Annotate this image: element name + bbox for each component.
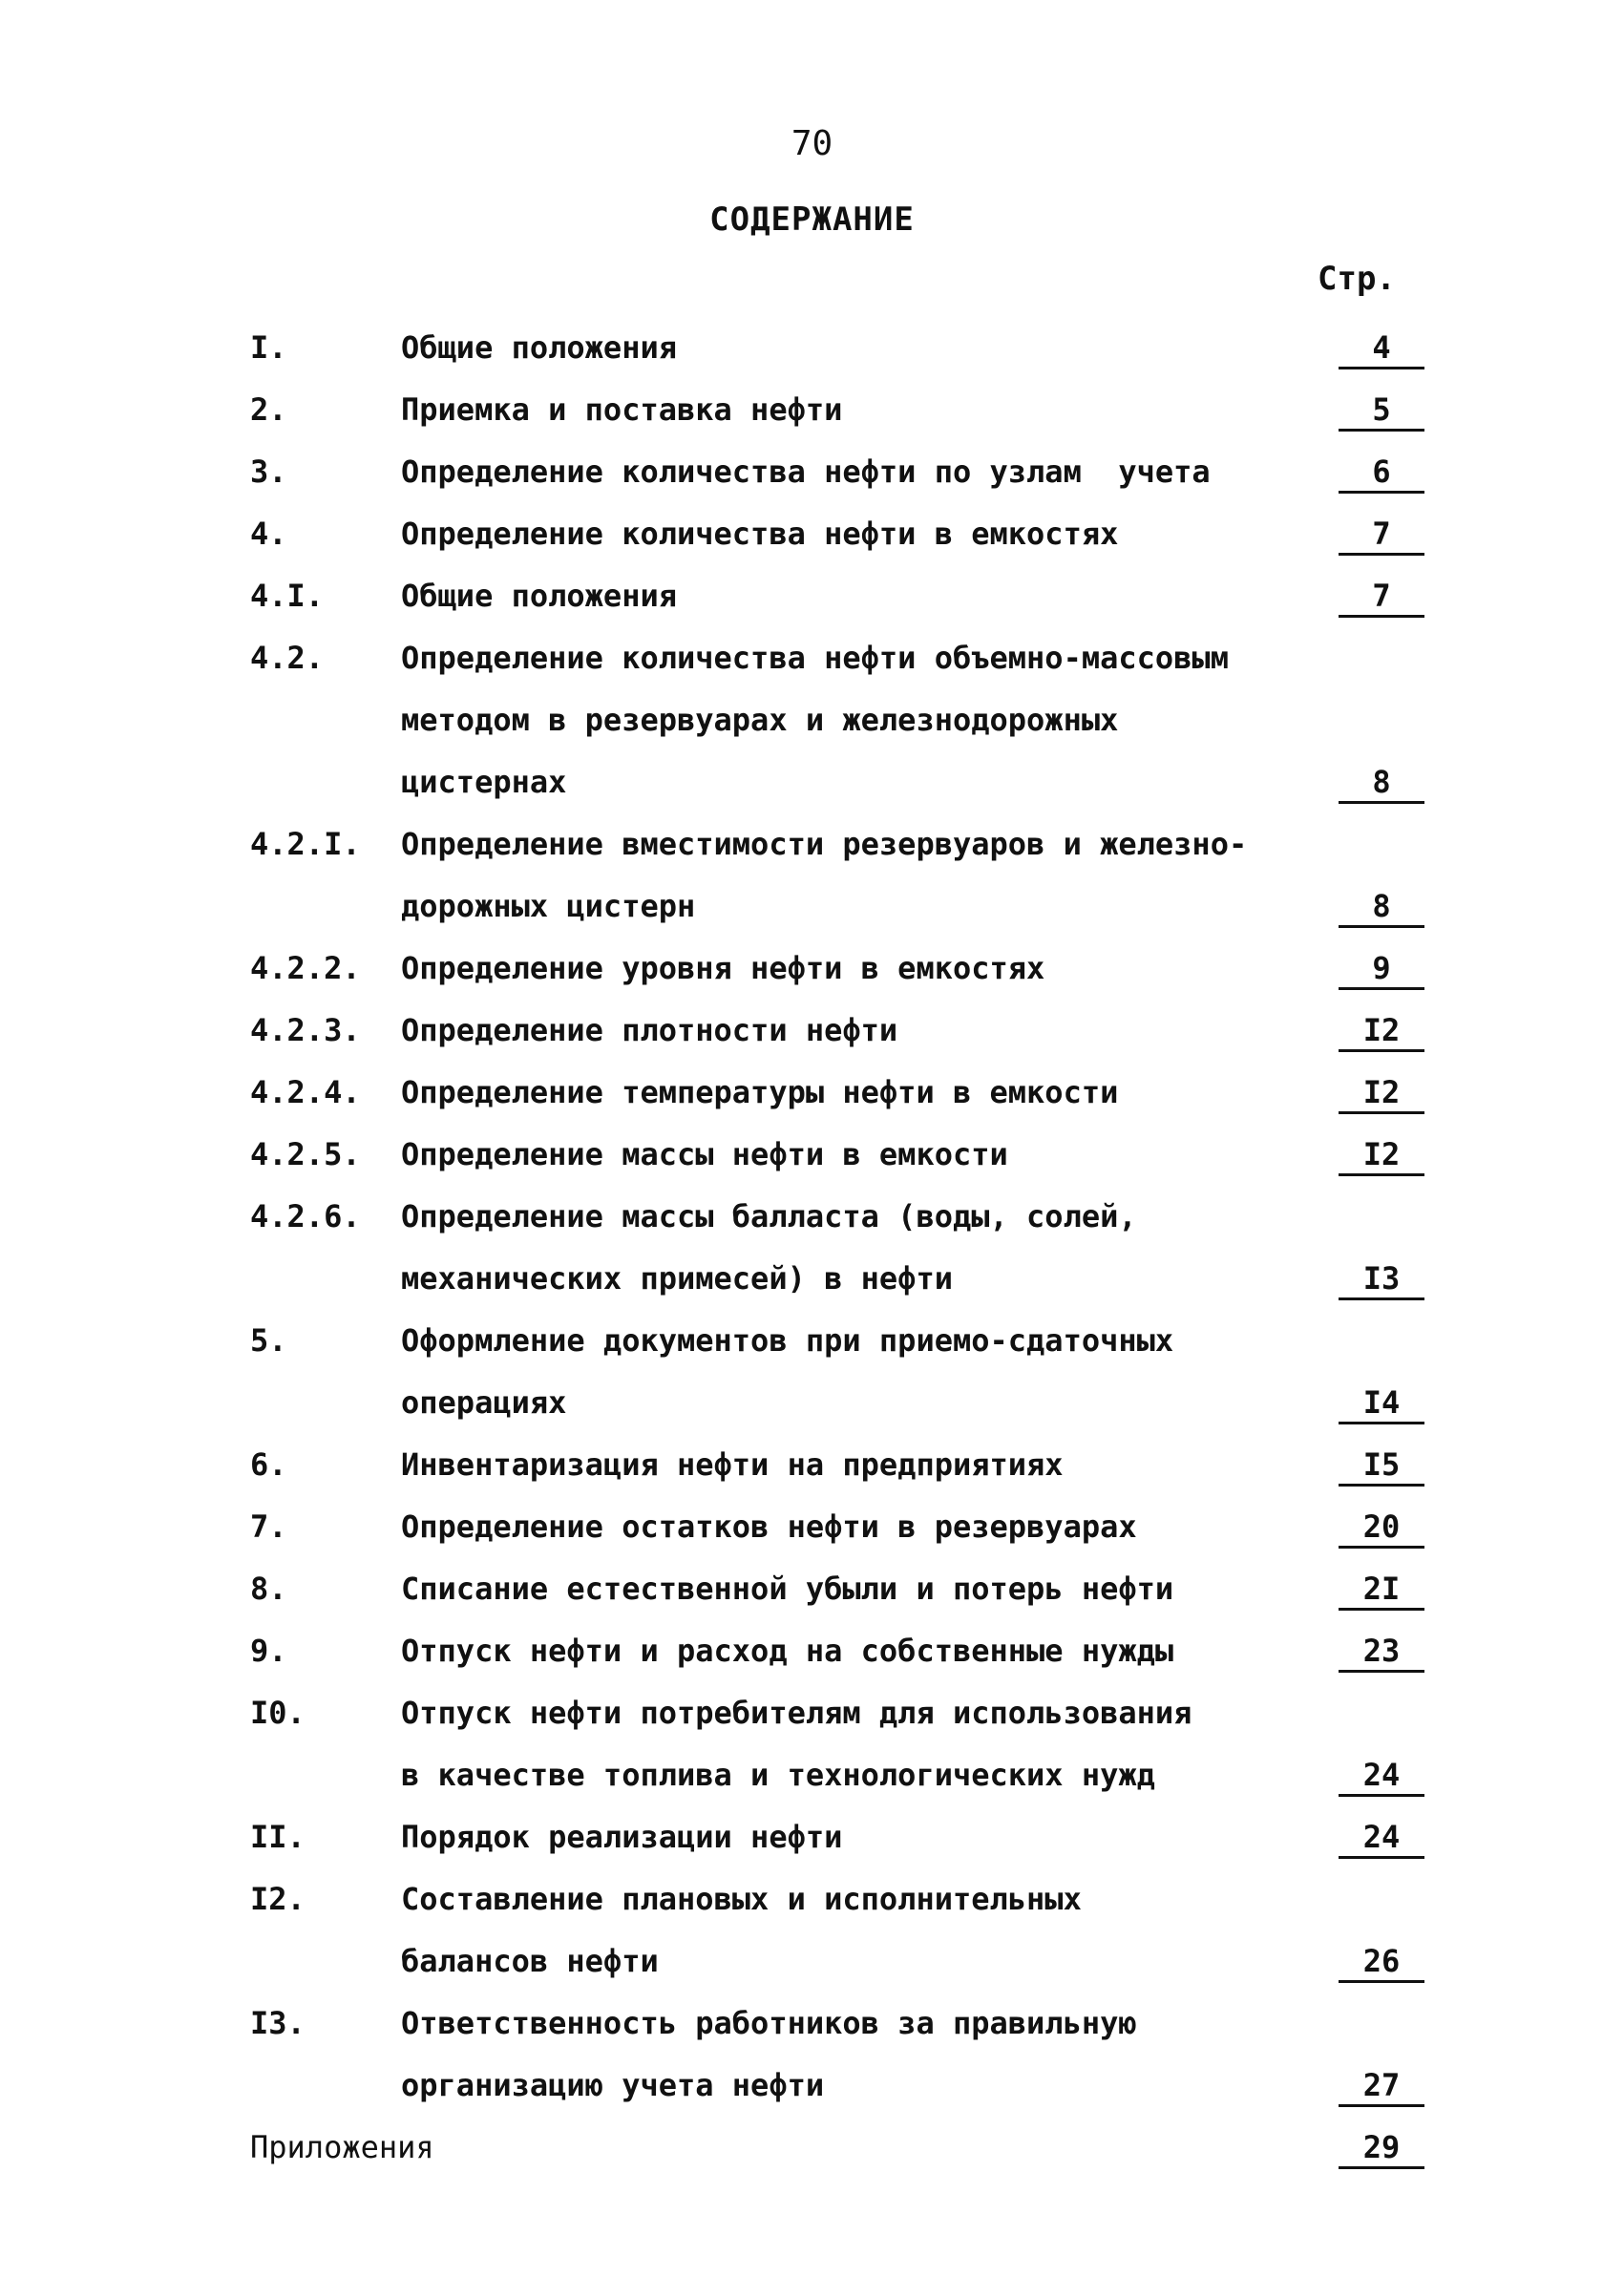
toc-entry-number: 4.2.2.: [250, 950, 361, 986]
toc-entry: [250, 1558, 1424, 1620]
toc-entry-number: I.: [250, 329, 287, 366]
toc-entry-page: 2I: [1339, 1570, 1424, 1611]
toc-entry-page: 9: [1339, 949, 1424, 990]
toc-entry-title: Определение массы балласта (воды, солей,: [401, 1198, 1137, 1234]
toc-entry-page: 24: [1339, 1756, 1424, 1797]
page-number: 70: [791, 124, 833, 163]
toc-entry: [250, 2055, 1424, 2117]
toc-entry: [250, 1248, 1424, 1310]
toc-entry: [250, 1310, 1424, 1372]
toc-entry-title: Определение уровня нефти в емкостях: [401, 950, 1045, 986]
toc-entry-title: Определение количества нефти в емкостях: [401, 516, 1119, 552]
toc-entry-page: 7: [1339, 515, 1424, 556]
toc-entry-title: балансов нефти: [401, 1943, 659, 1979]
toc-entry: [250, 1868, 1424, 1930]
toc-entry-title: механических примесей) в нефти: [401, 1260, 953, 1297]
toc-entry-number: 5.: [250, 1322, 287, 1359]
toc-entry-number: I3.: [250, 2005, 306, 2041]
toc-entry-page: 26: [1339, 1942, 1424, 1983]
toc-entry-page: 24: [1339, 1818, 1424, 1859]
toc-entry: [250, 1372, 1424, 1434]
toc-entry-title: Отпуск нефти потребителям для использования: [401, 1695, 1192, 1731]
toc-entry-page: 27: [1339, 2066, 1424, 2107]
toc-entry-number: 3.: [250, 453, 287, 490]
toc-entry-page: 20: [1339, 1508, 1424, 1549]
toc-entry: [250, 1496, 1424, 1558]
toc-entry-page: 23: [1339, 1632, 1424, 1673]
toc-entry-title: Определение количества нефти объемно-массовым: [401, 640, 1229, 676]
toc-entry-number: 7.: [250, 1508, 287, 1545]
toc-entry-title: дорожных цистерн: [401, 888, 696, 924]
toc-entry: [250, 813, 1424, 875]
toc-entry-title: Ответственность работников за правильную: [401, 2005, 1137, 2041]
toc-entry: [250, 1620, 1424, 1682]
toc-entry: [250, 1806, 1424, 1868]
toc-entry-title: Общие положения: [401, 578, 677, 614]
toc-entry-number: 4.2.4.: [250, 1074, 361, 1110]
toc-entry: [250, 503, 1424, 565]
toc-entry-title: Составление плановых и исполнительных: [401, 1881, 1082, 1917]
toc-entry-number: I0.: [250, 1695, 306, 1731]
toc-entry: [250, 1434, 1424, 1496]
toc-entry: [250, 751, 1424, 813]
toc-appendix-title: Приложения: [250, 2129, 434, 2165]
toc-entry-page: I2: [1339, 1073, 1424, 1114]
toc-entry: [250, 565, 1424, 627]
toc-entry: [250, 689, 1424, 751]
toc-entry-number: 8.: [250, 1571, 287, 1607]
toc-entry: [250, 875, 1424, 938]
toc-entry-number: 4.: [250, 516, 287, 552]
toc-appendix-entry: [250, 2117, 1424, 2179]
toc-entry: [250, 379, 1424, 441]
toc-entry: [250, 1682, 1424, 1744]
toc-entry: [250, 1930, 1424, 1993]
toc-entry-title: Приемка и поставка нефти: [401, 391, 843, 428]
toc-entry-title: Инвентаризация нефти на предприятиях: [401, 1446, 1064, 1483]
toc-entry-title: Определение вместимости резервуаров и железно-: [401, 826, 1248, 862]
toc-appendix-page: 29: [1339, 2128, 1424, 2169]
toc-entry-title: Определение количества нефти по узлам учета: [401, 453, 1211, 490]
toc-entry-number: 4.2.: [250, 640, 325, 676]
toc-entry-number: 4.2.I.: [250, 826, 361, 862]
toc-entry-title: Определение плотности нефти: [401, 1012, 898, 1048]
toc-entry-page: I2: [1339, 1011, 1424, 1052]
toc-entry-page: 4: [1339, 328, 1424, 369]
toc-entry: [250, 317, 1424, 379]
toc-entry: [250, 441, 1424, 503]
toc-entry: [250, 1993, 1424, 2055]
toc-entry-number: II.: [250, 1819, 306, 1855]
toc-entry-title: цистернах: [401, 764, 567, 800]
toc-entry-title: Определение остатков нефти в резервуарах: [401, 1508, 1137, 1545]
toc-entry-page: 6: [1339, 453, 1424, 494]
toc-entry-number: 9.: [250, 1633, 287, 1669]
toc-entry: [250, 1124, 1424, 1186]
toc-entry-page: I5: [1339, 1445, 1424, 1487]
toc-entry: [250, 1062, 1424, 1124]
page-title: СОДЕРЖАНИЕ: [709, 200, 915, 239]
toc-entry-title: Списание естественной убыли и потерь нефти: [401, 1571, 1174, 1607]
toc-entry-number: 4.2.3.: [250, 1012, 361, 1048]
toc-entry-page: 7: [1339, 577, 1424, 618]
toc-entry: [250, 627, 1424, 689]
toc-entry-number: 4.2.5.: [250, 1136, 361, 1172]
toc-entry-title: Отпуск нефти и расход на собственные нужды: [401, 1633, 1174, 1669]
toc-entry-number: 4.I.: [250, 578, 325, 614]
toc-entry-title: организацию учета нефти: [401, 2067, 825, 2103]
page-column-header: Стр.: [1318, 260, 1396, 298]
toc-entry-number: 4.2.6.: [250, 1198, 361, 1234]
toc-entry-title: Определение температуры нефти в емкости: [401, 1074, 1119, 1110]
toc-entry-title: операциях: [401, 1384, 567, 1421]
toc-entry: [250, 1186, 1424, 1248]
table-of-contents: [250, 317, 1424, 2179]
toc-entry-page: I3: [1339, 1259, 1424, 1300]
toc-entry-page: 5: [1339, 390, 1424, 432]
toc-entry-title: методом в резервуарах и железнодорожных: [401, 702, 1119, 738]
toc-entry: [250, 938, 1424, 1000]
toc-entry-number: 6.: [250, 1446, 287, 1483]
toc-entry-page: I2: [1339, 1135, 1424, 1176]
toc-entry-page: I4: [1339, 1383, 1424, 1424]
toc-entry-number: I2.: [250, 1881, 306, 1917]
toc-entry: [250, 1000, 1424, 1062]
toc-entry: [250, 1744, 1424, 1806]
toc-entry-title: в качестве топлива и технологических нужд: [401, 1757, 1155, 1793]
toc-entry-page: 8: [1339, 763, 1424, 804]
toc-entry-title: Оформление документов при приемо-сдаточных: [401, 1322, 1174, 1359]
toc-entry-number: 2.: [250, 391, 287, 428]
toc-entry-title: Определение массы нефти в емкости: [401, 1136, 1008, 1172]
toc-entry-title: Порядок реализации нефти: [401, 1819, 843, 1855]
toc-entry-title: Общие положения: [401, 329, 677, 366]
toc-entry-page: 8: [1339, 887, 1424, 928]
